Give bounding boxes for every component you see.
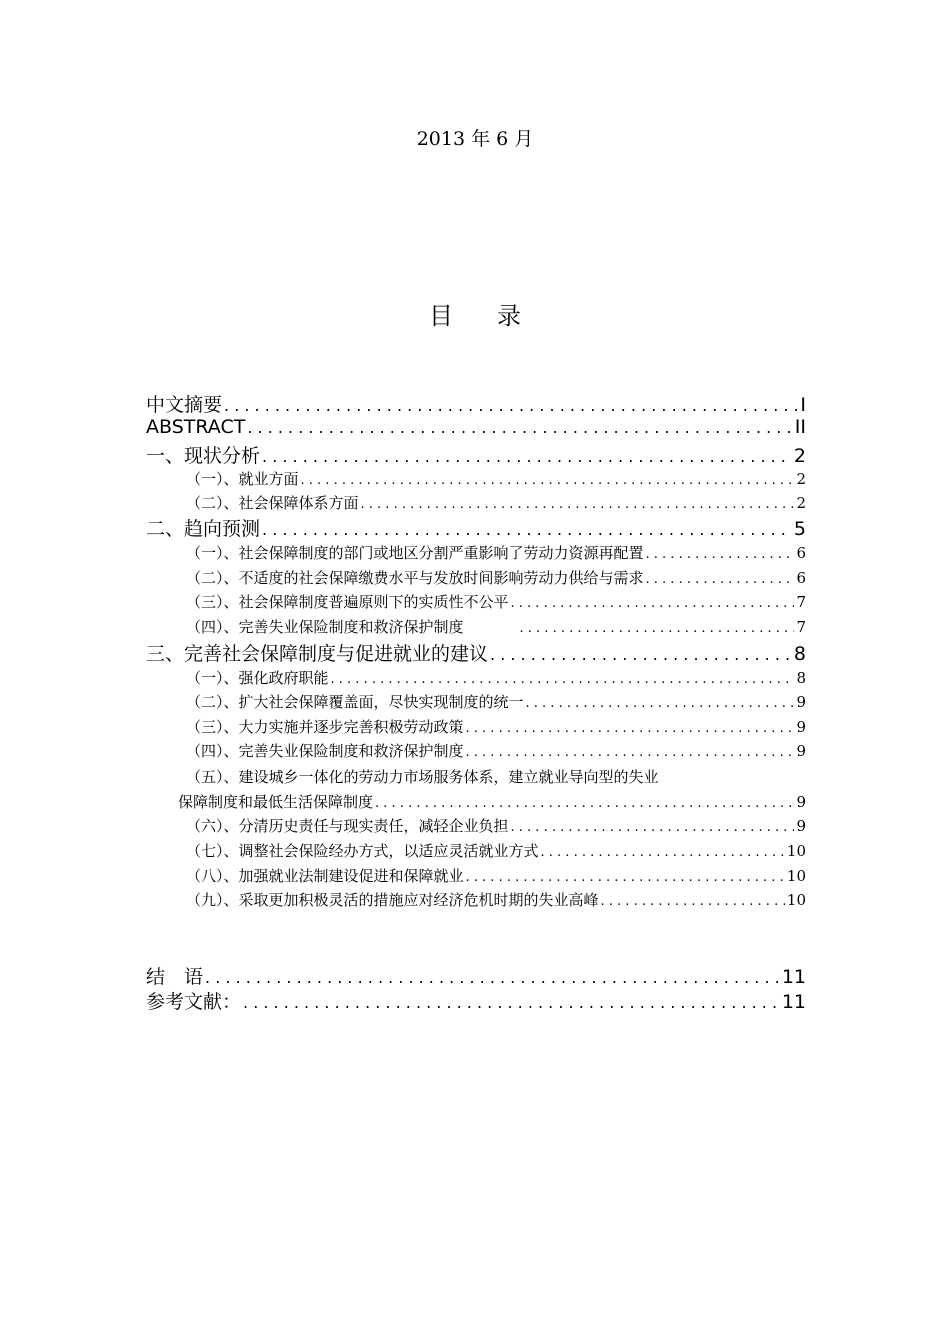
toc-entry-section[interactable] [146,865,806,886]
toc-entry-page: 6 [796,569,806,587]
toc-entry-text: 中文摘要 [146,394,223,416]
leader-dots [301,473,795,488]
toc-entry-page: 10 [786,891,806,909]
toc-entry-text: 三、完善社会保障制度与促进就业的建议 [146,643,489,665]
toc-entry-page: 9 [796,817,806,835]
leader-dots [262,447,792,466]
toc-title: 目录 [429,302,565,330]
leader-dots [205,968,780,987]
toc-entry-abstract-en[interactable] [146,416,806,438]
toc-entry-text: 二、趋向预测 [146,518,261,540]
toc-entry-page: 9 [796,742,806,760]
toc-entry-page: 7 [796,618,806,636]
leader-dots [646,572,795,587]
toc-entry-text: 参考文献： [146,991,242,1013]
leader-dots [247,418,792,437]
toc-entry-text: （二）、不适度的社会保障缴费水平与发放时间影响劳动力供给与需求 [186,569,644,587]
toc-entry-abstract-cn[interactable] [146,390,806,417]
toc-entry-page: 11 [781,991,806,1013]
toc-entry-section[interactable] [146,740,806,761]
leader-dots [331,672,795,687]
leader-dots [601,894,785,909]
toc-entry-text: （八）、加强就业法制建设促进和保障就业 [186,867,464,885]
toc-entry-page: 2 [796,494,806,512]
toc-entry-chapter-1[interactable] [146,441,806,468]
toc-entry-page: 8 [796,669,806,687]
toc-entry-page: I [800,394,806,416]
toc-entry-section[interactable] [146,468,806,489]
toc-entry-text: 结 语 [146,966,204,988]
toc-entry-page: 2 [796,470,806,488]
leader-dots [361,497,795,512]
toc-entry-page: 2 [793,445,806,467]
toc-entry-page: 9 [796,718,806,736]
toc-entry-section[interactable] [146,567,806,588]
toc-entry-section[interactable] [146,616,806,637]
toc-entry-section[interactable] [146,591,806,612]
leader-dots [526,696,795,711]
leader-dots [490,645,792,664]
toc-entry-page: 10 [786,867,806,885]
toc-entry-chapter-3[interactable] [146,639,806,666]
toc-entry-page: 9 [796,793,806,811]
toc-entry-section[interactable] [146,889,806,910]
leader-dots [466,870,785,885]
leader-dots [541,845,785,860]
toc-entry-text: （四）、完善失业保险制度和救济保护制度 [186,618,464,636]
leader-dots [511,596,795,611]
toc-entry-page: 11 [781,966,806,988]
toc-entry-section-wrapped[interactable]: （五）、建设城乡一体化的劳动力市场服务体系，建立就业导向型的失业 [186,768,659,786]
toc-entry-page: 7 [796,593,806,611]
toc-entry-section[interactable] [146,691,806,712]
toc-entry-text: （二）、扩大社会保障覆盖面，尽快实现制度的统一 [186,693,524,711]
leader-dots [520,621,795,636]
toc-entry-section[interactable] [146,492,806,513]
leader-dots [646,547,795,562]
toc-entry-section[interactable] [146,815,806,836]
toc-entry-text: （一）、强化政府职能 [186,669,329,687]
leader-dots [224,396,798,415]
leader-dots [375,796,794,811]
toc-entry-page: 10 [786,842,806,860]
toc-entry-section-continued[interactable] [146,791,806,812]
toc-entry-text: （四）、完善失业保险制度和救济保护制度 [186,742,464,760]
toc-entry-references[interactable] [146,987,806,1014]
toc-entry-page: 5 [793,518,806,540]
toc-entry-text: （一）、社会保障制度的部门或地区分割严重影响了劳动力资源再配置 [186,544,644,562]
leader-dots [466,745,795,760]
toc-entry-text: （三）、大力实施并逐步完善积极劳动政策 [186,718,464,736]
toc-entry-text: （三）、社会保障制度普遍原则下的实质性不公平 [186,593,509,611]
toc-entry-text: （六）、分清历史责任与现实责任，减轻企业负担 [186,817,509,835]
leader-dots [243,993,780,1012]
toc-entry-text: （一）、就业方面 [186,470,299,488]
toc-entry-section[interactable] [146,840,806,861]
toc-entry-text: 保障制度和最低生活保障制度 [178,793,374,811]
leader-dots [511,820,795,835]
toc-entry-page: II [794,416,806,438]
document-date: 2013 年 6 月 [416,128,534,150]
leader-dots [262,520,792,539]
toc-entry-text: （七）、调整社会保险经办方式，以适应灵活就业方式 [186,842,539,860]
toc-entry-section[interactable] [146,542,806,563]
toc-entry-page: 8 [793,643,806,665]
toc-entry-section[interactable] [146,667,806,688]
toc-entry-text: 一、现状分析 [146,445,261,467]
toc-entry-text: （九）、采取更加积极灵活的措施应对经济危机时期的失业高峰 [186,891,599,909]
toc-entry-page: 6 [796,544,806,562]
toc-entry-text: ABSTRACT [146,416,246,438]
toc-entry-text: （二）、社会保障体系方面 [186,494,359,512]
leader-dots [466,721,795,736]
toc-entry-page: 9 [796,693,806,711]
toc-entry-section[interactable] [146,716,806,737]
toc-entry-chapter-2[interactable] [146,514,806,541]
toc-entry-conclusion[interactable] [146,962,806,989]
